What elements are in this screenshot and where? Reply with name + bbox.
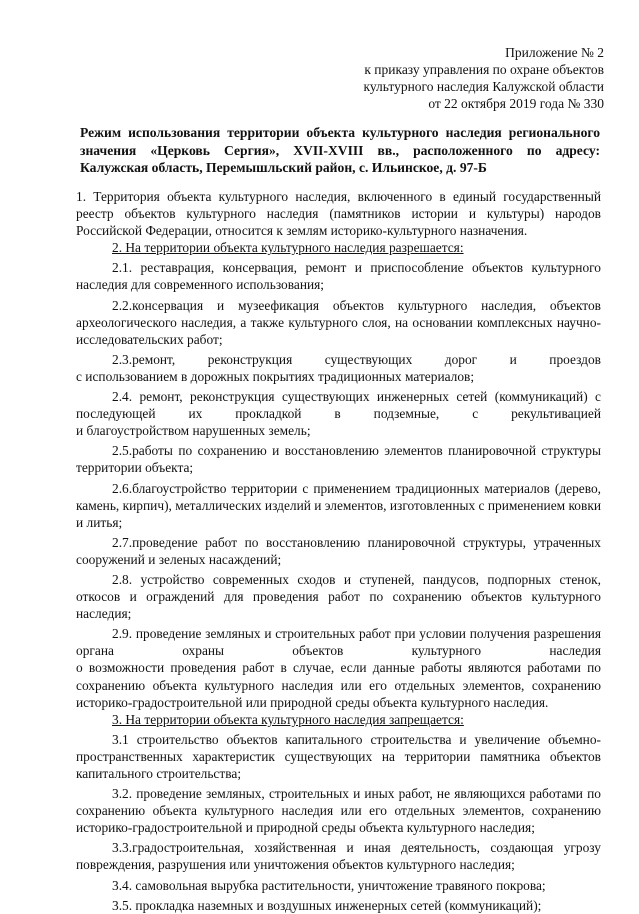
paragraph-2-2: 2.2.консервация и музеефикация объектов культурного наследия, объектов археологического наследия, а также культурного слоя, на основании комплексных научно-исследовательских работ; bbox=[76, 297, 601, 347]
paragraph-2-8: 2.8. устройство современных сходов и ступеней, пандусов, подпорных стенок, откосов и ограждений для проведения работ по сохранению объектов культурного наследия; bbox=[76, 571, 601, 622]
paragraph-2-3-line-2: с использованием в дорожных покрытиях традиционных материалов; bbox=[76, 368, 475, 384]
document-body bbox=[76, 188, 601, 914]
appendix-authority-line: культурного наследия Калужской области bbox=[363, 79, 604, 94]
paragraph-3-5: 3.5. прокладка наземных и воздушных инженерных сетей (коммуникаций); bbox=[112, 897, 542, 913]
paragraph-3-3: 3.3.градостроительная, хозяйственная и иная деятельность, создающая угрозу повреждения, разрушения или уничтожения объектов культурного наследия; bbox=[76, 840, 601, 873]
paragraph-2-5: 2.5.работы по сохранению и восстановлению элементов планировочной структуры территории объекта; bbox=[76, 443, 601, 476]
heading-line-1: Режим использования территории объекта культурного наследия регионального bbox=[80, 125, 600, 140]
paragraph-3-2: 3.2. проведение земляных, строительных и иных работ, не являющихся работами по сохранению объекта культурного наследия или его отдельных элементов, сохранению историко-градостроительной и природной среды объекта культурного наследия; bbox=[76, 786, 601, 836]
paragraph-3-1: 3.1 строительство объектов капитального строительства и увеличение объемно-пространственных характеристик существующих на территории памятника объектов капитального строительства; bbox=[76, 731, 601, 781]
appendix-title: Приложение № 2 bbox=[505, 45, 604, 60]
appendix-block bbox=[304, 44, 604, 112]
paragraph-2-7: 2.7.проведение работ по восстановлению планировочной структуры, утраченных сооружений и зеленых насаждений; bbox=[76, 534, 601, 567]
document-heading bbox=[80, 124, 600, 177]
paragraph-2-6: 2.6.благоустройство территории с применением традиционных материалов (дерево, камень, кирпич), металлических изделий и элементов, изготовленных с применением ковки и литья; bbox=[76, 480, 601, 530]
paragraph-2-9-line-2: о возможности проведения работ в случае, если данные работы являются работами по сохранению объекта культурного наследия или его отдельных элементов, сохранению историко-градостроительной или природной среды объекта культурного наследия. bbox=[76, 660, 601, 710]
heading-line-3: Калужская область, Перемышльский район, с. Ильинское, д. 97-Б bbox=[80, 160, 487, 175]
paragraph-2-9-line-1: 2.9. проведение земляных и строительных работ при условии получения разрешения органа охраны объектов культурного наследия bbox=[76, 626, 601, 659]
heading-line-2: значения «Церковь Сергия», XVII-XVIII вв., расположенного по адресу: bbox=[80, 142, 600, 158]
section-2-heading: 2. На территории объекта культурного наследия разрешается: bbox=[112, 240, 464, 256]
paragraph-2-3-line-1: 2.3.ремонт, реконструкция существующих дорог и проездов bbox=[112, 351, 601, 367]
paragraph-3-4: 3.4. самовольная вырубка растительности, уничтожение травяного покрова; bbox=[112, 877, 546, 893]
appendix-order-line: к приказу управления по охране объектов bbox=[364, 62, 604, 77]
section-3-heading: 3. На территории объекта культурного наследия запрещается: bbox=[112, 711, 464, 727]
paragraph-2-1: 2.1. реставрация, консервация, ремонт и приспособление объектов культурного наследия для современного использования; bbox=[76, 260, 601, 293]
paragraph-2-4-line-2: и благоустройством нарушенных земель; bbox=[76, 423, 311, 439]
paragraph-2-4-line-1: 2.4. ремонт, реконструкция существующих инженерных сетей (коммуникаций) с последующей их прокладкой в подземные, с рекультивацией bbox=[76, 389, 601, 422]
paragraph-1: 1. Территория объекта культурного наследия, включенного в единый государственный реестр объектов культурного наследия (памятников истории и культуры) народов Российской Федерации, относится к землям историко-культурного назначения. bbox=[76, 189, 601, 239]
appendix-date-line: от 22 октября 2019 года № 330 bbox=[428, 96, 604, 111]
